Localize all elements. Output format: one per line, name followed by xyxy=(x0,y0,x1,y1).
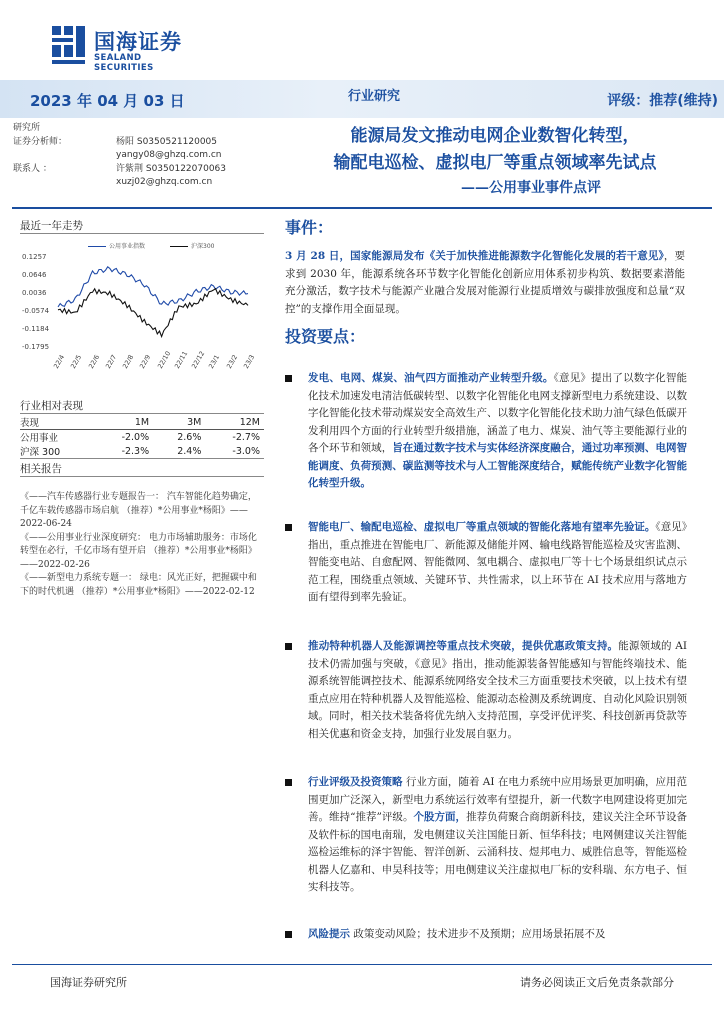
series-line-0 xyxy=(58,267,248,307)
point-lead: 风险提示 xyxy=(308,928,350,940)
event-heading: 事件： xyxy=(285,218,334,237)
title-line-1: 能源局发文推动电网企业数智化转型， xyxy=(350,126,640,146)
related-report-link[interactable]: 《——公用事业行业深度研究： 电力市场辅助服务：市场化转型在必行，千亿市场有望开启 （推荐）*公用事业*杨阳》——2022-02-26 xyxy=(20,532,257,570)
x-tick-label: 22/8 xyxy=(121,353,136,370)
title-line-2: 输配电巡检、虚拟电厂等重点领域率先试点 xyxy=(333,153,657,173)
x-tick-label: 22/11 xyxy=(172,349,190,370)
footer-divider xyxy=(12,964,712,965)
legend-swatch xyxy=(88,246,106,248)
analyst-email[interactable]: xuzj02@ghzq.com.cn xyxy=(116,177,213,187)
y-tick-label: 0.0646 xyxy=(22,271,47,280)
point-body: 政策变动风险；技术进步不及预期；应用场景拓展不及 xyxy=(350,928,606,940)
x-tick-label: 22/5 xyxy=(69,353,84,370)
y-tick-label: -0.1795 xyxy=(22,343,50,351)
legend-label: 沪深300 xyxy=(191,243,215,250)
table-header-cell: 12M xyxy=(205,415,264,430)
analyst-info xyxy=(13,122,263,190)
table-cell: 沪深 300 xyxy=(20,444,95,459)
point-highlight: 旨在通过数字技术与实体经济深度融合，通过功率预测、电网智能调度、负荷预测、碳监测等技术与人工智能深度结合，赋能传统产业数字化智能化转型升级。 xyxy=(308,442,688,489)
trend-rule xyxy=(20,233,264,234)
y-tick-label: -0.0574 xyxy=(22,306,50,315)
invest-point xyxy=(285,926,687,944)
trend-chart xyxy=(20,236,264,370)
brand-name-cn: 国海证券 xyxy=(94,30,182,54)
table-cell: -2.0% xyxy=(121,431,150,443)
point-body-cont: 推荐负荷聚合商朗新科技，建议关注全环节设备及软件标的国电南瑞，发电侧建议关注国能日新、恒华科技；电网侧建议关注智能巡检运维标的泽宇智能、智洋创新、云涌科技、煜邦电力、威胜信息等，智能巡检机器人亿嘉和、申昊科技等；用电侧建议关注虚拟电厂标的安科瑞、东方电子、恒实科技等。 xyxy=(308,811,687,893)
legend-swatch xyxy=(170,246,188,248)
report-title xyxy=(270,120,720,199)
table-cell: -2.3% xyxy=(95,444,154,459)
rating-badge: 评级：推荐(维持) xyxy=(607,93,718,109)
event-paragraph xyxy=(285,248,685,318)
report-date: 2023 年 04 月 03 日 xyxy=(30,92,185,110)
analyst-email[interactable]: yangy08@ghzq.com.cn xyxy=(116,150,222,160)
table-header-cell: 1M xyxy=(95,415,154,430)
bullet-square-icon xyxy=(285,643,292,650)
y-tick-label: 0.0036 xyxy=(22,289,47,297)
related-report-link[interactable]: 《——新型电力系统专题一： 绿电：风光正好，把握碳中和下的时代机遇 （推荐）*公用事业*杨阳》——2022-02-12 xyxy=(20,573,257,597)
table-header-cell: 表现 xyxy=(20,415,95,430)
point-lead: 智能电厂、输配电巡检、虚拟电厂等重点领域的智能化落地有望率先验证。 xyxy=(308,521,656,533)
invest-point xyxy=(285,774,687,897)
perf-rule xyxy=(20,413,264,414)
bullet-square-icon xyxy=(285,375,292,382)
table-row xyxy=(20,430,264,445)
point-lead: 行业评级及投资策略 xyxy=(308,776,403,788)
perf-heading: 行业相对表现 xyxy=(20,400,83,412)
x-tick-label: 22/6 xyxy=(86,353,101,370)
reports-rule xyxy=(20,476,264,477)
event-body: ，要求到 2030 年，能源系统各环节数字化智能化创新应用体系初步构筑、数据要素潜能充分激活，数字技术与能源产业融合发展对能源行业提质增效与碳排放强度和总量“双控”的支撑作用全面显现。 xyxy=(285,250,686,315)
legend-item xyxy=(88,241,145,250)
point-body: 《意见》指出，重点推进在智能电厂、新能源及储能并网、输电线路智能巡检及灾害监测、智能变电站、自愈配网、智能微网、氢电耦合、虚拟电厂等十七个场景组织试点示范工程，围绕重点领域、关键环节、共性需求，以上环节在 AI 技术应用与落地方面有望得到率先验证。 xyxy=(308,521,688,603)
x-tick-label: 23/3 xyxy=(242,353,257,370)
reports-heading: 相关报告 xyxy=(20,463,62,475)
footer-disclaimer: 请务必阅读正文后免责条款部分 xyxy=(520,976,674,989)
invest-point xyxy=(285,638,687,743)
x-tick-label: 22/9 xyxy=(138,353,153,370)
bullet-square-icon xyxy=(285,524,292,531)
table-row xyxy=(20,444,264,459)
x-tick-label: 22/7 xyxy=(103,353,119,370)
sealand-logo-icon xyxy=(50,24,90,68)
x-tick-label: 22/4 xyxy=(52,353,67,370)
table-cell: 公用事业 xyxy=(20,433,59,444)
analyst-label: 研究所 xyxy=(13,123,41,133)
table-cell: -2.7% xyxy=(232,431,260,443)
x-tick-label: 23/1 xyxy=(207,353,222,370)
table-cell: -3.0% xyxy=(205,444,264,459)
header-divider xyxy=(12,207,712,209)
invest-point xyxy=(285,370,687,493)
table-cell: 2.4% xyxy=(153,444,205,459)
brand-logo xyxy=(50,24,190,73)
table-header-cell: 3M xyxy=(153,415,205,430)
footer-institute: 国海证券研究所 xyxy=(50,976,127,989)
y-tick-label: 0.1257 xyxy=(22,253,47,261)
analyst-label: 证券分析师： xyxy=(13,136,68,147)
related-reports xyxy=(20,491,264,599)
point-body: 《意见》提出了以数字化智能化技术加速发电清洁低碳转型、以数字化智能化电网支撑新型电力系统建设、以数字化智能化技术带动煤炭安全高效生产、以数字化智能化技术助力油气绿色低碳开发利用四个方面的行业转型升级措施，涵盖了电力、煤炭、油气等主要能源行业的各个环节和领域， xyxy=(308,372,688,454)
point-body: 能源领域的 AI 技术仍需加强与突破，《意见》指出，推动能源装备智能感知与智能终端技术、能源系统智能调控技术、能源系统网络安全技术三方面重要技术突破，以上技术有望重点应用在特种机器人及智能巡检、能源动态检测及系统调度、自动化风险识别领域。同时，相关技术装备将优先纳入支持范围，享受评优评奖、科技创新再贷款等相关优惠和资金支持，加强行业发展自驱力。 xyxy=(308,640,687,740)
trend-chart-svg xyxy=(20,236,264,370)
report-type: 行业研究 xyxy=(348,89,401,104)
related-report-link[interactable]: 《——汽车传感器行业专题报告一： 汽车智能化趋势确定，千亿车载传感器市场启航 （推荐）*公用事业*杨阳》——2022-06-24 xyxy=(20,492,257,529)
analyst-label: 联系人 ： xyxy=(13,163,52,174)
invest-heading: 投资要点： xyxy=(285,327,366,346)
point-highlight: 个股方面， xyxy=(413,811,467,823)
invest-point xyxy=(285,519,687,607)
header-banner xyxy=(0,80,724,118)
legend-item xyxy=(170,241,214,250)
title-subtitle: ——公用事业事件点评 xyxy=(461,180,601,196)
x-tick-label: 22/12 xyxy=(190,349,207,370)
analyst-value: 许紫荆 S0350122070063 xyxy=(116,163,227,174)
x-tick-label: 23/2 xyxy=(224,353,239,370)
perf-table xyxy=(20,415,264,459)
y-tick-label: -0.1184 xyxy=(22,324,50,333)
point-lead: 发电、电网、煤炭、油气四方面推动产业转型升级。 xyxy=(308,372,554,384)
trend-heading: 最近一年走势 xyxy=(20,220,83,232)
point-lead: 推动特种机器人及能源调控等重点技术突破，提供优惠政策支持。 xyxy=(308,640,619,652)
analyst-value: 杨阳 S0350521120005 xyxy=(116,136,218,147)
bullet-square-icon xyxy=(285,779,292,786)
event-lead: 3 月 28 日，国家能源局发布《关于加快推进能源数字化智能化发展的若干意见》 xyxy=(285,250,664,262)
table-cell: 2.6% xyxy=(177,431,202,443)
point-body: 行业方面，随着 AI 在电力系统中应用场景更加明确，应用范围更加广泛深入，新型电力系统运行效率有望提升，新一代数字电网建设将更加完善。维持“推荐”评级。 xyxy=(308,776,687,823)
x-tick-label: 22/10 xyxy=(155,349,172,370)
brand-name-en: SEALAND SECURITIES xyxy=(94,53,154,73)
bullet-square-icon xyxy=(285,931,292,938)
table-header-row xyxy=(20,415,264,430)
legend-label: 公用事业指数 xyxy=(109,243,146,250)
